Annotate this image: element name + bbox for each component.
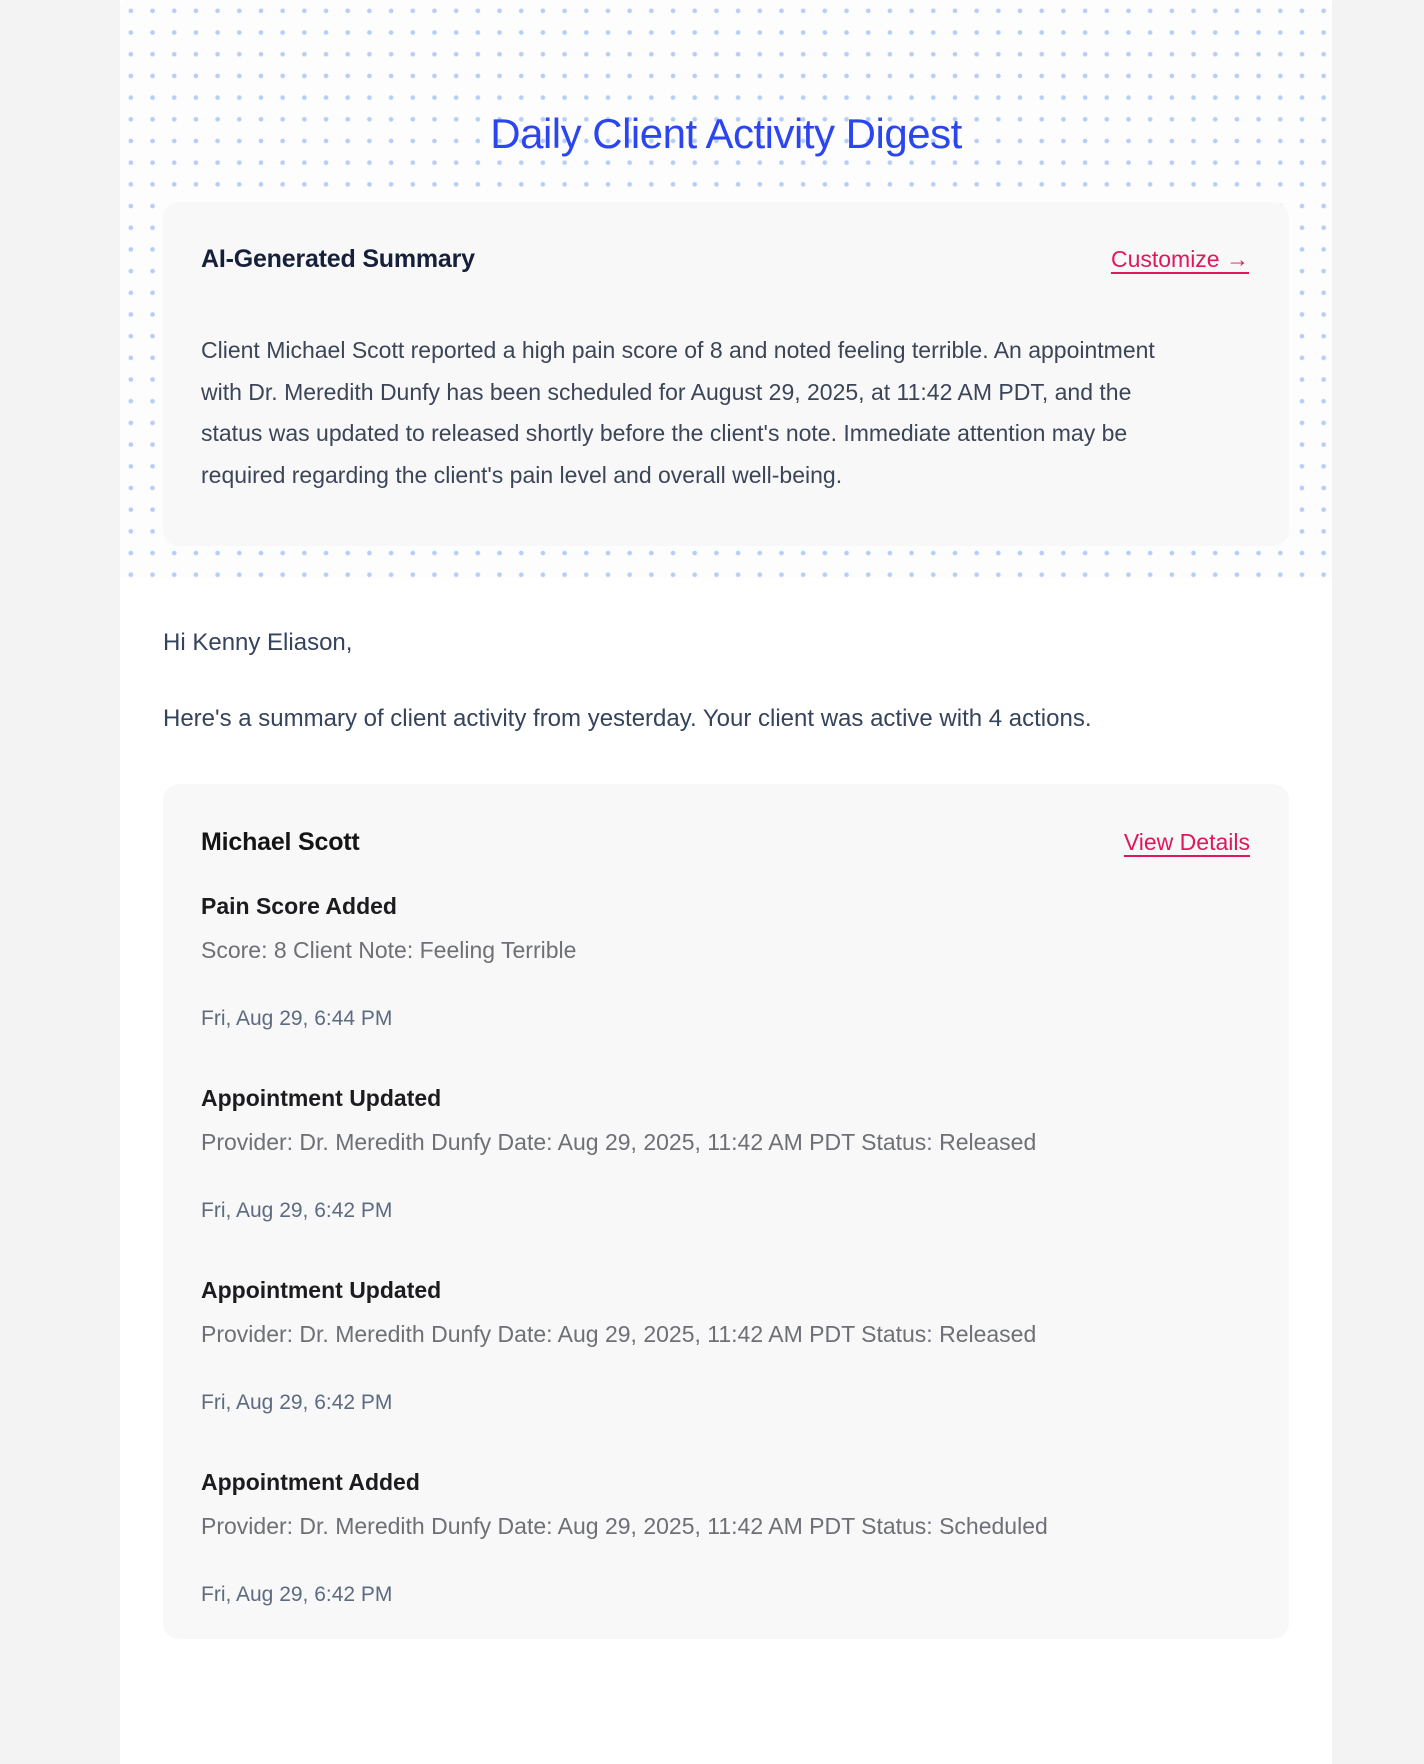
activity-entry <box>201 1467 1250 1609</box>
summary-body-text: Client Michael Scott reported a high pain score of 8 and noted feeling terrible. An appointment with Dr. Meredith Dunfy has been scheduled for August 29, 2025, at 11:42 AM PDT, and the status was updated to released shortly before the client's note. Immediate attention may be required regarding the client's pain level and overall well-being. <box>201 337 1155 488</box>
view-details-link[interactable]: View Details <box>1123 829 1250 855</box>
email-body <box>120 0 1332 1764</box>
ai-summary-card <box>163 202 1289 546</box>
client-name: Michael Scott <box>201 828 360 856</box>
summary-heading: AI-Generated Summary <box>201 245 475 273</box>
dotted-header-section <box>120 0 1332 578</box>
activity-detail: Provider: Dr. Meredith Dunfy Date: Aug 29, 2025, 11:42 AM PDT Status: Released <box>201 1321 1037 1347</box>
activity-detail: Provider: Dr. Meredith Dunfy Date: Aug 29, 2025, 11:42 AM PDT Status: Scheduled <box>201 1513 1048 1539</box>
email-main-section <box>120 578 1332 1639</box>
client-activity-card <box>163 784 1289 1639</box>
activity-title: Appointment Added <box>201 1469 420 1495</box>
activity-detail: Provider: Dr. Meredith Dunfy Date: Aug 29, 2025, 11:42 AM PDT Status: Released <box>201 1129 1037 1155</box>
activity-detail: Score: 8 Client Note: Feeling Terrible <box>201 937 577 963</box>
activity-entry <box>201 891 1250 1033</box>
activity-timestamp: Fri, Aug 29, 6:44 PM <box>201 1007 393 1030</box>
summary-card-header <box>201 245 1249 274</box>
activity-title: Appointment Updated <box>201 1085 442 1111</box>
activity-title: Pain Score Added <box>201 893 397 919</box>
activity-entry <box>201 1083 1250 1225</box>
activity-entry <box>201 1275 1250 1417</box>
customize-link[interactable]: Customize → <box>1110 246 1249 272</box>
activity-timestamp: Fri, Aug 29, 6:42 PM <box>201 1391 393 1414</box>
greeting-text: Hi Kenny Eliason, <box>163 629 353 656</box>
activity-title: Appointment Updated <box>201 1277 442 1303</box>
page-title: Daily Client Activity Digest <box>490 110 962 157</box>
intro-text: Here's a summary of client activity from yesterday. Your client was active with 4 actions. <box>163 705 1092 732</box>
client-card-header <box>201 828 1250 857</box>
activity-timestamp: Fri, Aug 29, 6:42 PM <box>201 1199 393 1222</box>
activity-timestamp: Fri, Aug 29, 6:42 PM <box>201 1583 393 1606</box>
